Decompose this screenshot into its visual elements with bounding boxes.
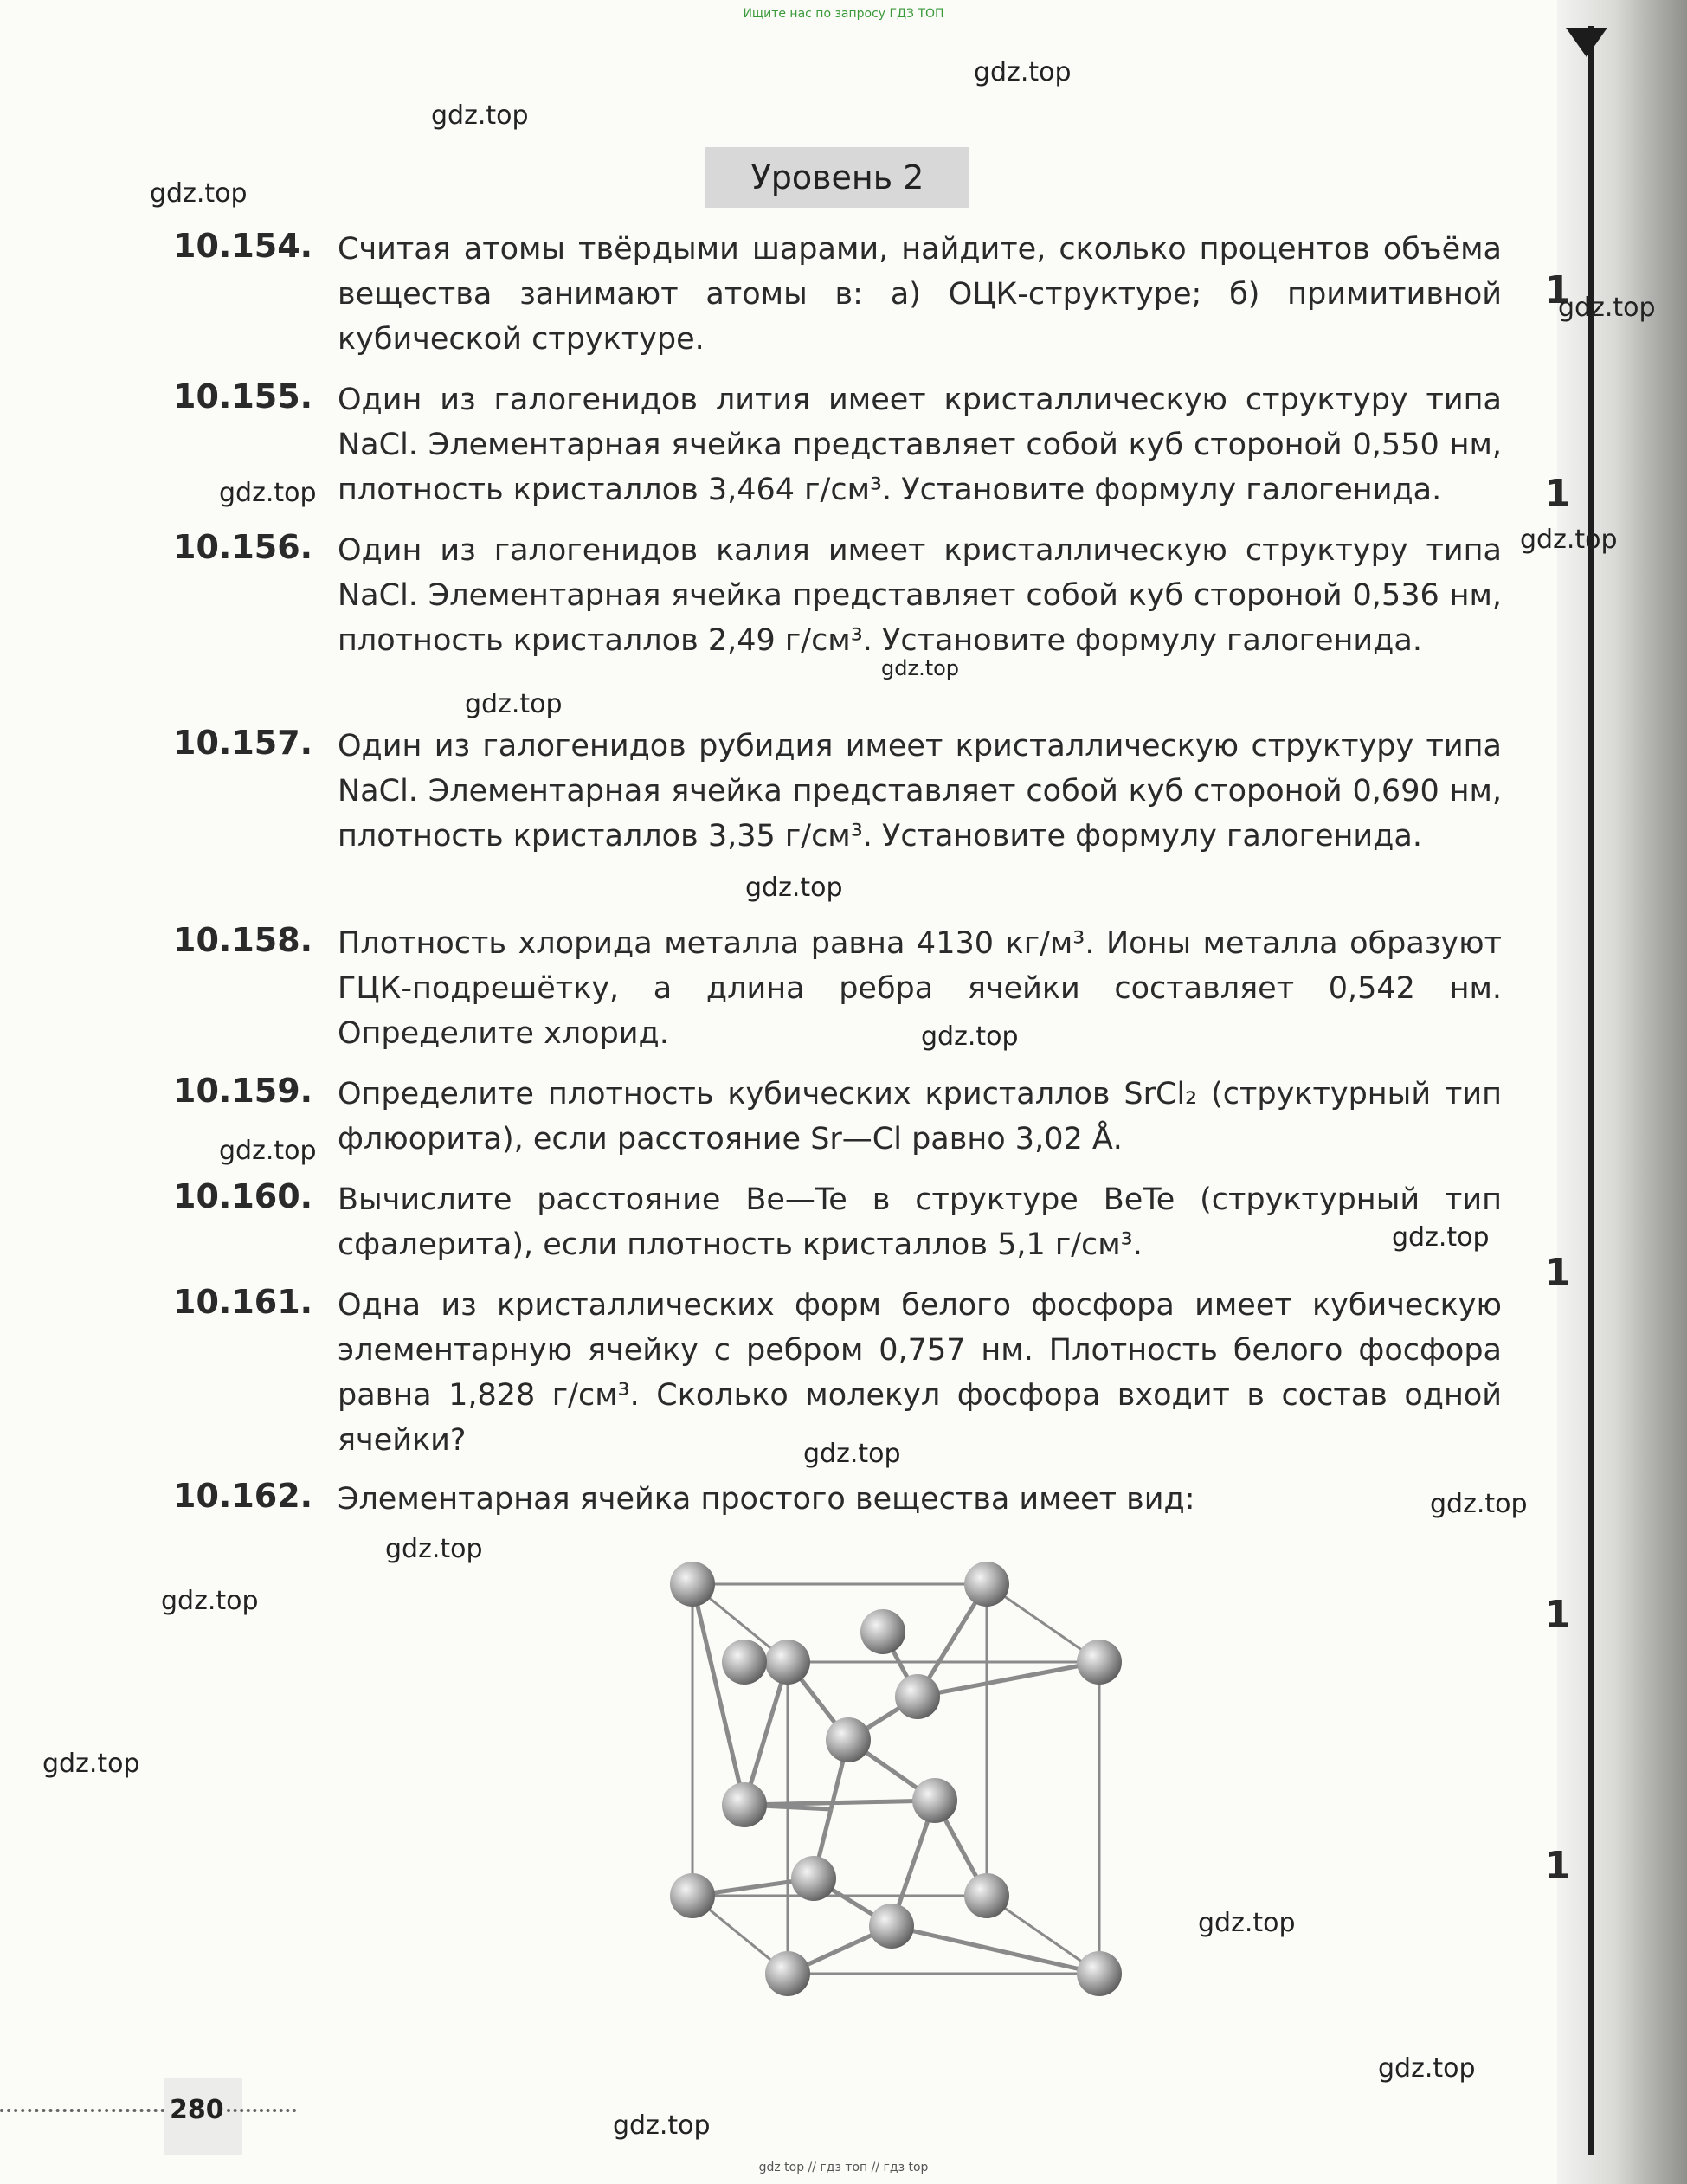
watermark: gdz.top — [219, 1136, 317, 1166]
problem-10-160 — [173, 1177, 1502, 1267]
problem-text: Вычислите расстояние Be—Te в структуре BeTe (структурный тип сфалерита), если плотность кристаллов 5,1 г/см³. — [338, 1182, 1502, 1262]
problem-text: Один из галогенидов рубидия имеет кристаллическую структуру типа NaCl. Элементарная ячейка представляет собой куб стороной 0,690 нм, плотность кристаллов 3,35 г/см³. Установите формулу галогенида. — [338, 729, 1502, 854]
section-title: Уровень 2 — [705, 147, 969, 208]
problem-number: 10.156. — [173, 528, 313, 566]
edge-fragment: 1 — [1544, 1251, 1571, 1295]
problem-number: 10.158. — [173, 921, 313, 959]
problem-number: 10.154. — [173, 227, 313, 265]
page-number: 280 — [170, 2095, 224, 2125]
edge-fragment: 1 — [1544, 268, 1571, 312]
atom — [912, 1778, 957, 1823]
watermark: gdz.top — [385, 1534, 483, 1564]
atom — [1077, 1640, 1122, 1685]
problem-number: 10.160. — [173, 1177, 313, 1215]
problem-text: Одна из кристаллических форм белого фосфора имеет кубическую элементарную ячейку с ребром 0,757 нм. Плотность белого фосфора равна 1,828 г/см³. Сколько молекул фосфора входит в состав одной ячейки? — [338, 1288, 1502, 1458]
watermark: gdz.top — [921, 1021, 1019, 1052]
problem-text: Плотность хлорида металла равна 4130 кг/м³. Ионы металла образуют ГЦК-подрешётку, а длина ребра ячейки составляет 0,542 нм. Определите хлорид. — [338, 926, 1502, 1051]
atom — [964, 1562, 1009, 1607]
edge-fragment: 1 — [1544, 1593, 1571, 1637]
page-corner-mark — [1566, 28, 1607, 57]
watermark: gdz.top — [1430, 1489, 1528, 1519]
problem-10-156 — [173, 528, 1502, 663]
problem-10-162 — [173, 1477, 1502, 1522]
watermark: gdz.top — [745, 873, 843, 903]
atom — [765, 1640, 810, 1685]
problem-text: Элементарная ячейка простого вещества имеет вид: — [338, 1482, 1195, 1517]
watermark: gdz.top — [465, 689, 563, 719]
bottom-banner[interactable]: gdz top // гдз топ // гдз top — [758, 2161, 929, 2174]
watermark: gdz.top — [1392, 1222, 1490, 1253]
problem-text: Один из галогенидов калия имеет кристаллическую структуру типа NaCl. Элементарная ячейка представляет собой куб стороной 0,536 нм, плотность кристаллов 2,49 г/см³. Установите формулу галогенида. — [338, 533, 1502, 658]
watermark: gdz.top — [1520, 525, 1618, 555]
atom — [722, 1782, 767, 1827]
atom — [869, 1904, 914, 1949]
problem-number: 10.161. — [173, 1283, 313, 1321]
watermark: gdz.top — [803, 1439, 901, 1469]
watermark: gdz.top — [1558, 293, 1656, 323]
atom — [964, 1873, 1009, 1918]
problem-text: Определите плотность кубических кристаллов SrCl₂ (структурный тип флюорита), если расстояние Sr—Cl равно 3,02 Å. — [338, 1077, 1502, 1156]
watermark: gdz.top — [974, 57, 1072, 87]
atom — [826, 1717, 871, 1762]
edge-fragment: 1 — [1544, 1844, 1571, 1888]
atom — [860, 1609, 905, 1654]
problem-text: Один из галогенидов лития имеет кристаллическую структуру типа NaCl. Элементарная ячейка представляет собой куб стороной 0,550 нм, плотность кристаллов 3,464 г/см³. Установите формулу галогенида. — [338, 383, 1502, 507]
watermark: gdz.top — [1378, 2053, 1476, 2084]
atom — [1077, 1951, 1122, 1996]
watermark: gdz.top — [613, 2110, 711, 2141]
problem-10-159 — [173, 1072, 1502, 1162]
top-banner[interactable]: Ищите нас по запросу ГДЗ ТОП — [743, 7, 944, 21]
problem-10-157 — [173, 724, 1502, 859]
watermark: gdz.top — [42, 1749, 140, 1779]
atom — [670, 1562, 715, 1607]
problem-number: 10.162. — [173, 1477, 313, 1515]
atom — [791, 1856, 836, 1901]
page-spine-shadow — [1557, 0, 1687, 2184]
watermark: gdz.top — [150, 178, 248, 209]
page-spine-line — [1588, 26, 1594, 2155]
problem-number: 10.155. — [173, 377, 313, 416]
problem-number: 10.159. — [173, 1072, 313, 1110]
watermark: gdz.top — [161, 1586, 259, 1616]
atom — [670, 1873, 715, 1918]
atom — [722, 1640, 767, 1685]
dotted-rule — [0, 2109, 164, 2112]
dotted-rule — [227, 2109, 296, 2112]
watermark: gdz.top — [1198, 1908, 1296, 1938]
problem-10-154 — [173, 227, 1502, 362]
problem-number: 10.157. — [173, 724, 313, 762]
unit-cell-diagram — [658, 1549, 1143, 2008]
problem-10-155 — [173, 377, 1502, 512]
atom — [765, 1951, 810, 1996]
watermark: gdz.top — [881, 656, 960, 680]
problem-text: Считая атомы твёрдыми шарами, найдите, сколько процентов объёма вещества занимают атомы в: а) ОЦК-структуре; б) примитивной кубической структуре. — [338, 232, 1502, 357]
edge-fragment: 1 — [1544, 472, 1571, 516]
watermark: gdz.top — [431, 100, 529, 131]
problem-10-161 — [173, 1283, 1502, 1463]
problem-10-158 — [173, 921, 1502, 1056]
watermark: gdz.top — [219, 478, 317, 508]
atom — [895, 1674, 940, 1719]
